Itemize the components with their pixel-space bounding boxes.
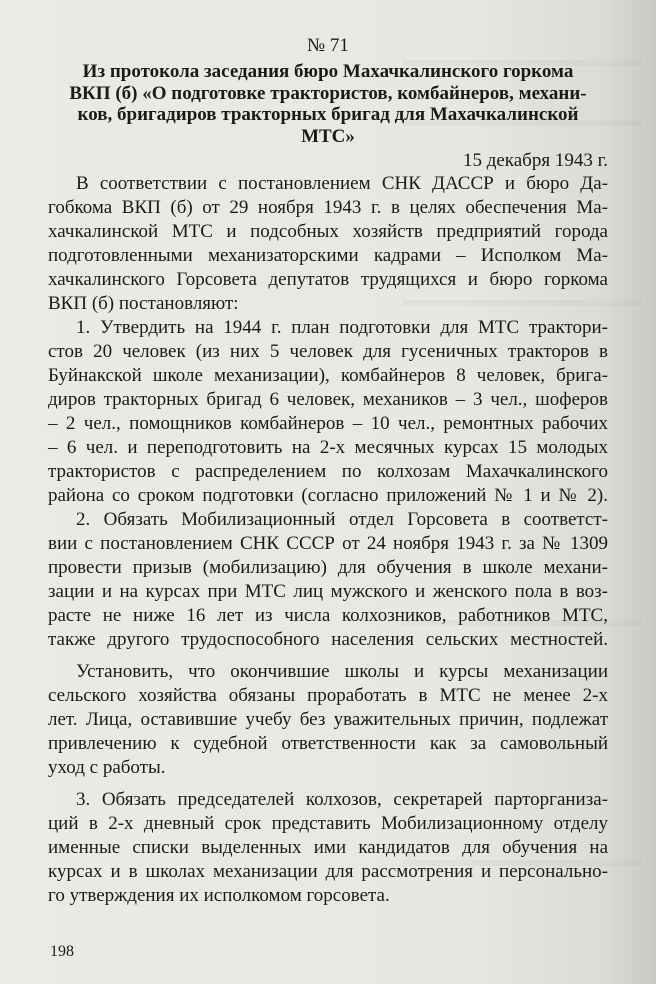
paragraph [48,172,608,316]
text-line: 1. Утвердить на 1944 г. план подготовки для МТС трактори- [76,317,608,338]
text-line: – 6 чел. и переподготовить на 2-х месячных курсах 15 молодых [48,437,608,458]
text-line: 3. Обязать председателей колхозов, секретарей парторганиза- [76,789,608,810]
text-line: Буйнакской школе механизации), комбайнеров 8 человек, брига- [48,365,608,386]
text-line: сельского хозяйства обязаны проработать в МТС не менее 2-х [48,685,608,706]
text-line: также другого трудоспособного населения сельских местностей. [48,629,608,650]
text-line: диров тракторных бригад 6 человек, механиков – 3 чел., шоферов [48,389,608,410]
text-line: ВКП (б) постановляют: [48,293,239,314]
paragraph [48,788,608,908]
text-line: трактористов с распределением по колхозам Махачкалинского [48,461,608,482]
paragraph [48,660,608,780]
text-line: гобкома ВКП (б) от 29 ноября 1943 г. в целях обеспечения Ма- [48,197,608,218]
document-date: 15 декабря 1943 г. [462,150,608,171]
document-title [30,61,626,147]
text-line: го утверждения их исполкомом горсовета. [48,885,390,906]
title-line: МТС» [301,125,355,147]
title-line: Из протокола заседания бюро Махачкалинского горкома [82,61,574,82]
text-line: провести призыв (мобилизацию) для обучения в школе механи- [48,557,608,578]
text-line: хачкалинской МТС и подсобных хозяйств предприятий города [48,221,608,242]
document-body [48,172,608,908]
text-line: района со сроком подготовки (согласно приложений № 1 и № 2). [48,485,608,506]
text-line: В соответствии с постановлением СНК ДАССР и бюро Да- [76,173,608,194]
text-line: зации и на курсах при МТС лиц мужского и женского пола в воз- [48,581,608,602]
text-line: расте не ниже 16 лет из числа колхозников, работников МТС, [48,605,608,626]
text-line: стов 20 человек (из них 5 человек для гусеничных тракторов в [48,341,608,362]
title-line: ВКП (б) «О подготовке трактористов, комбайнеров, механи- [69,82,587,104]
text-line: 2. Обязать Мобилизационный отдел Горсовета в соответст- [76,509,608,530]
text-line: подготовленными механизаторскими кадрами – Исполком Ма- [48,245,608,266]
text-line: хачкалинского Горсовета депутатов трудящихся и бюро горкома [48,269,608,290]
text-line: лет. Лица, оставившие учебу без уважительных причин, подлежат [48,709,608,730]
page-number: 198 [50,943,74,960]
text-line: – 2 чел., помощников комбайнеров – 10 чел., ремонтных рабочих [48,413,608,434]
title-line: ков, бригадиров тракторных бригад для Махачкалинской [77,104,579,125]
text-line: вии с постановлением СНК СССР от 24 ноября 1943 г. за № 1309 [48,533,608,554]
paragraph [48,316,608,508]
text-line: привлечению к судебной ответственности как за самовольный [48,733,608,754]
text-line: курсах и в школах механизации для рассмотрения и персонально- [48,861,608,882]
document-number: № 71 [307,35,349,56]
text-line: уход с работы. [48,757,166,778]
text-line: ций в 2-х дневный срок представить Мобилизационному отделу [48,813,608,834]
text-line: Установить, что окончившие школы и курсы механизации [76,661,608,682]
paragraph [48,508,608,652]
text-line: именные списки выделенных ими кандидатов для обучения на [48,837,608,858]
